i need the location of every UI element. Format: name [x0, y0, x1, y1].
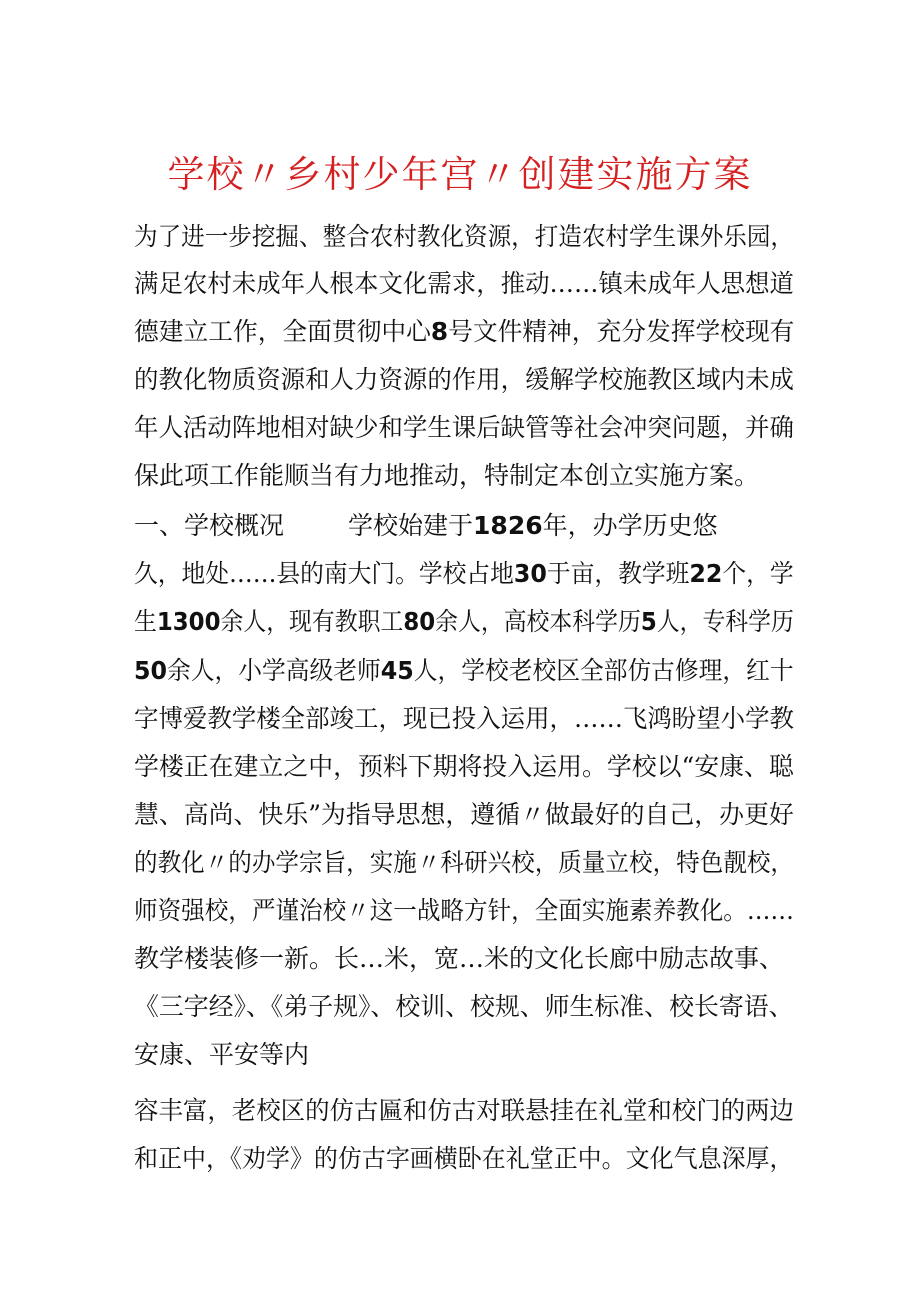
text-line: 保此项工作能顺当有力地推动，特制定本创立实施方案。: [134, 461, 760, 490]
text-line: 年人活动阵地相对缺少和学生课后缺管等社会冲突问题，并确: [134, 413, 795, 442]
text-line: 容丰富，老校区的仿古匾和仿古对联悬挂在礼堂和校门的两边: [134, 1096, 795, 1125]
section-heading-line: [134, 509, 718, 543]
text-line: 的教化〃的办学宗旨，实施〃科研兴校，质量立校，特色靓校，: [134, 848, 795, 877]
text-line: 满足农村未成年人根本文化需求，推动……镇未成年人思想道: [134, 269, 795, 298]
text-line: 50余人，小学高级老师45人，学校老校区全部仿古修理，红十: [134, 656, 794, 685]
text-line: 和正中，《劝学》的仿古字画横卧在礼堂正中。文化气息深厚，: [134, 1144, 794, 1173]
text-line: 教学楼装修一新。长…米，宽…米的文化长廊中励志故事、: [134, 944, 785, 973]
document-title: 学校〃乡村少年宫〃创建实施方案: [167, 153, 753, 196]
text-line: 为了进一步挖掘、整合农村教化资源，打造农村学生课外乐园，: [134, 222, 795, 251]
section-heading: 一、学校概况: [134, 511, 285, 540]
text-line: 生1300余人，现有教职工80余人，高校本科学历5人，专科学历: [134, 607, 794, 636]
text-line: 安康、平安等内: [134, 1040, 310, 1069]
section-first-line: 学校始建于1826年，办学历史悠: [348, 511, 718, 540]
text-line: 《三字经》、《弟子规》、校训、校规、师生标准、校长寄语、: [134, 992, 794, 1021]
text-line: 慧、高尚、快乐”为指导思想，遵循〃做最好的自己，办更好: [134, 800, 794, 829]
text-line: 学楼正在建立之中，预料下期将投入运用。学校以“安康、聪: [134, 752, 794, 781]
text-line: 字博爱教学楼全部竣工，现已投入运用，……飞鸿盼望小学教: [134, 704, 795, 733]
text-line: 德建立工作，全面贯彻中心8号文件精神，充分发挥学校现有: [134, 317, 795, 346]
text-line: 的教化物质资源和人力资源的作用，缓解学校施教区域内未成: [134, 365, 795, 394]
text-line: 师资强校，严谨治校〃这一战略方针，全面实施素养教化。……: [134, 896, 795, 925]
text-line: 久，地处……县的南大门。学校占地30于亩，教学班22个，学: [134, 559, 794, 588]
